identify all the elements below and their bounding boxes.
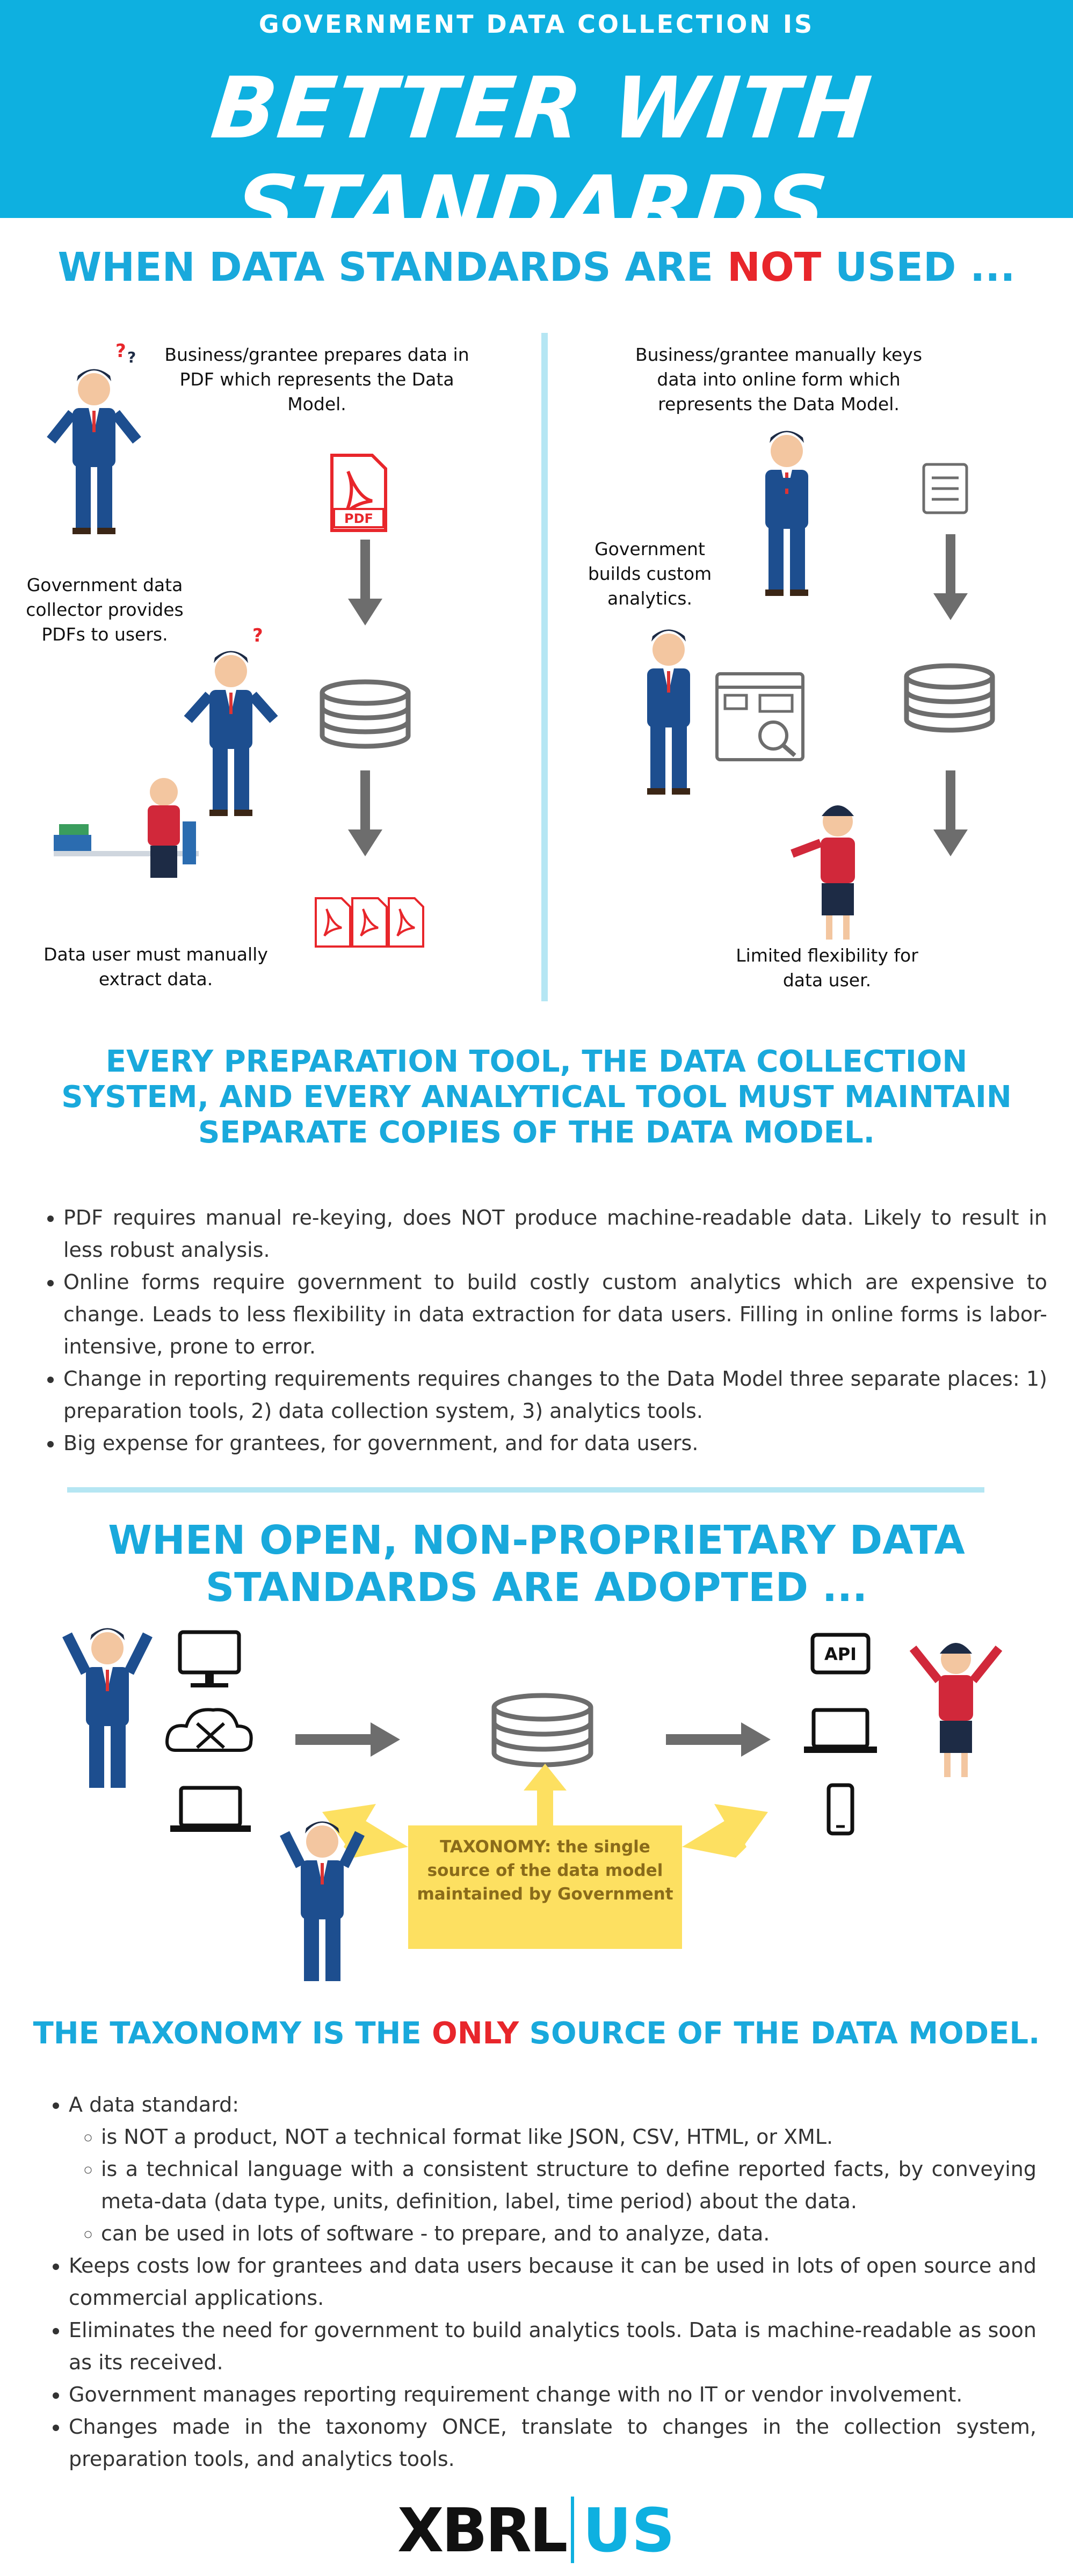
data-user-woman-cheering <box>913 1643 999 1777</box>
government-person-cheering <box>285 1822 360 1982</box>
arrow-down-icon <box>933 534 968 620</box>
data-user-woman <box>792 805 855 940</box>
taxonomy-text: TAXONOMY: the single source of the data model maintained by Government <box>417 1837 673 1904</box>
sub-list-item: ◦ is a technical language with a consistent structure to define reported facts, by conveying meta-data (data type, units, definition, label, time period) about the data. <box>101 2153 1036 2217</box>
cloud-tools-icon <box>167 1709 251 1750</box>
arrow-down-icon <box>933 770 968 856</box>
collector-person-confused <box>188 625 274 816</box>
svg-text:XBRL: XBRL <box>397 2496 566 2566</box>
right-caption-flexibility: Limited flexibility for data user. <box>736 945 918 991</box>
svg-text:?: ? <box>252 625 263 646</box>
sub-list-item: ◦ is NOT a product, NOT a technical format like JSON, CSV, HTML, or XML. <box>101 2121 1036 2153</box>
arrow-down-icon <box>348 540 382 625</box>
svg-text:?: ? <box>127 348 136 366</box>
svg-text:US: US <box>583 2496 675 2566</box>
header-title: BETTER WITH STANDARDS <box>207 59 876 257</box>
left-caption-collector: Government data collector provides PDFs to users. <box>26 574 184 645</box>
section4-heading-red: ONLY <box>432 2016 519 2051</box>
arrow-right-icon <box>295 1722 400 1757</box>
section1-heading-post: USED ... <box>821 244 1016 290</box>
right-caption-keys: Business/grantee manually keys data into online form which represents the Data Model. <box>635 344 923 414</box>
laptop-icon <box>170 1788 251 1832</box>
section1-heading <box>0 244 1073 290</box>
list-item: • Online forms require government to build costly custom analytics which are expensive to change. Leads to less flexibility in data extraction for data users. Filling in online forms is labor-intensive, prone to error. <box>63 1266 1047 1363</box>
section1-heading-pre: WHEN DATA STANDARDS ARE <box>57 244 727 290</box>
section1-heading-red: NOT <box>727 244 822 290</box>
list-item: • Changes made in the taxonomy ONCE, translate to changes in the collection system, preparation tools, and analytics tools. <box>69 2411 1036 2475</box>
pdf-file-icon <box>332 455 386 530</box>
business-person-cheering <box>67 1628 148 1788</box>
section4-heading-post: SOURCE OF THE DATA MODEL. <box>519 2016 1040 2051</box>
section4-heading-pre: THE TAXONOMY IS THE <box>33 2016 432 2051</box>
desktop-monitor-icon <box>180 1632 239 1687</box>
api-icon <box>813 1635 868 1672</box>
section4-heading <box>0 2016 1073 2051</box>
business-person-confused <box>51 340 137 534</box>
database-icon <box>322 682 408 746</box>
smartphone-icon <box>829 1785 852 1833</box>
svg-text:API: API <box>824 1644 857 1664</box>
section-divider <box>67 1487 984 1493</box>
list-item: • Keeps costs low for grantees and data users because it can be used in lots of open source and commercial applications. <box>69 2250 1036 2314</box>
pdf-files-icon <box>316 898 423 947</box>
government-person <box>647 630 690 795</box>
list-item: • Government manages reporting requirement change with no IT or vendor involvement. <box>69 2378 1036 2411</box>
arrow-right-icon <box>666 1722 771 1757</box>
section3-heading: WHEN OPEN, NON-PROPRIETARY DATA STANDARDS ARE ADOPTED ... <box>108 1517 965 1611</box>
database-icon <box>494 1695 591 1765</box>
list-item: • Big expense for grantees, for government, and for data users. <box>63 1427 1047 1459</box>
list-item-text: A data standard: <box>69 2093 240 2116</box>
laptop-icon <box>804 1710 877 1753</box>
xbrl-us-logo <box>397 2491 698 2566</box>
left-caption-extract: Data user must manually extract data. <box>44 944 268 989</box>
section1-illustrations <box>0 322 1073 1020</box>
header-kicker: GOVERNMENT DATA COLLECTION IS <box>258 10 815 39</box>
section2-heading: EVERY PREPARATION TOOL, THE DATA COLLECTION SYSTEM, AND EVERY ANALYTICAL TOOL MUST MAINTAIN SEPARATE COPIES OF THE DATA MODEL. <box>61 1044 1012 1150</box>
section2-bullet-list <box>38 1202 1047 1459</box>
online-form-icon <box>924 464 967 513</box>
database-icon <box>907 666 992 730</box>
sub-list-item: ◦ can be used in lots of software - to prepare, and to analyze, data. <box>101 2217 1036 2250</box>
data-user-at-desk <box>54 778 199 878</box>
left-caption-prepares: Business/grantee prepares data in PDF which represents the Data Model. <box>164 344 469 414</box>
list-item: • Eliminates the need for government to build analytics tools. Data is machine-readable as soon as its received. <box>69 2314 1036 2378</box>
analytics-screen-icon <box>717 674 803 760</box>
svg-text:?: ? <box>115 340 126 362</box>
section4-bullet-list <box>43 2089 1036 2475</box>
list-item: • Change in reporting requirements requires changes to the Data Model three separate places: 1) preparation tools, 2) data collection system, 3) analytics tools. <box>63 1363 1047 1427</box>
arrow-down-icon <box>348 770 382 856</box>
list-item <box>69 2089 1036 2250</box>
list-item: • PDF requires manual re-keying, does NOT produce machine-readable data. Likely to result in less robust analysis. <box>63 1202 1047 1266</box>
svg-text:PDF: PDF <box>344 511 373 526</box>
right-caption-builds: Government builds custom analytics. <box>588 539 712 609</box>
business-person-keying <box>765 431 808 596</box>
